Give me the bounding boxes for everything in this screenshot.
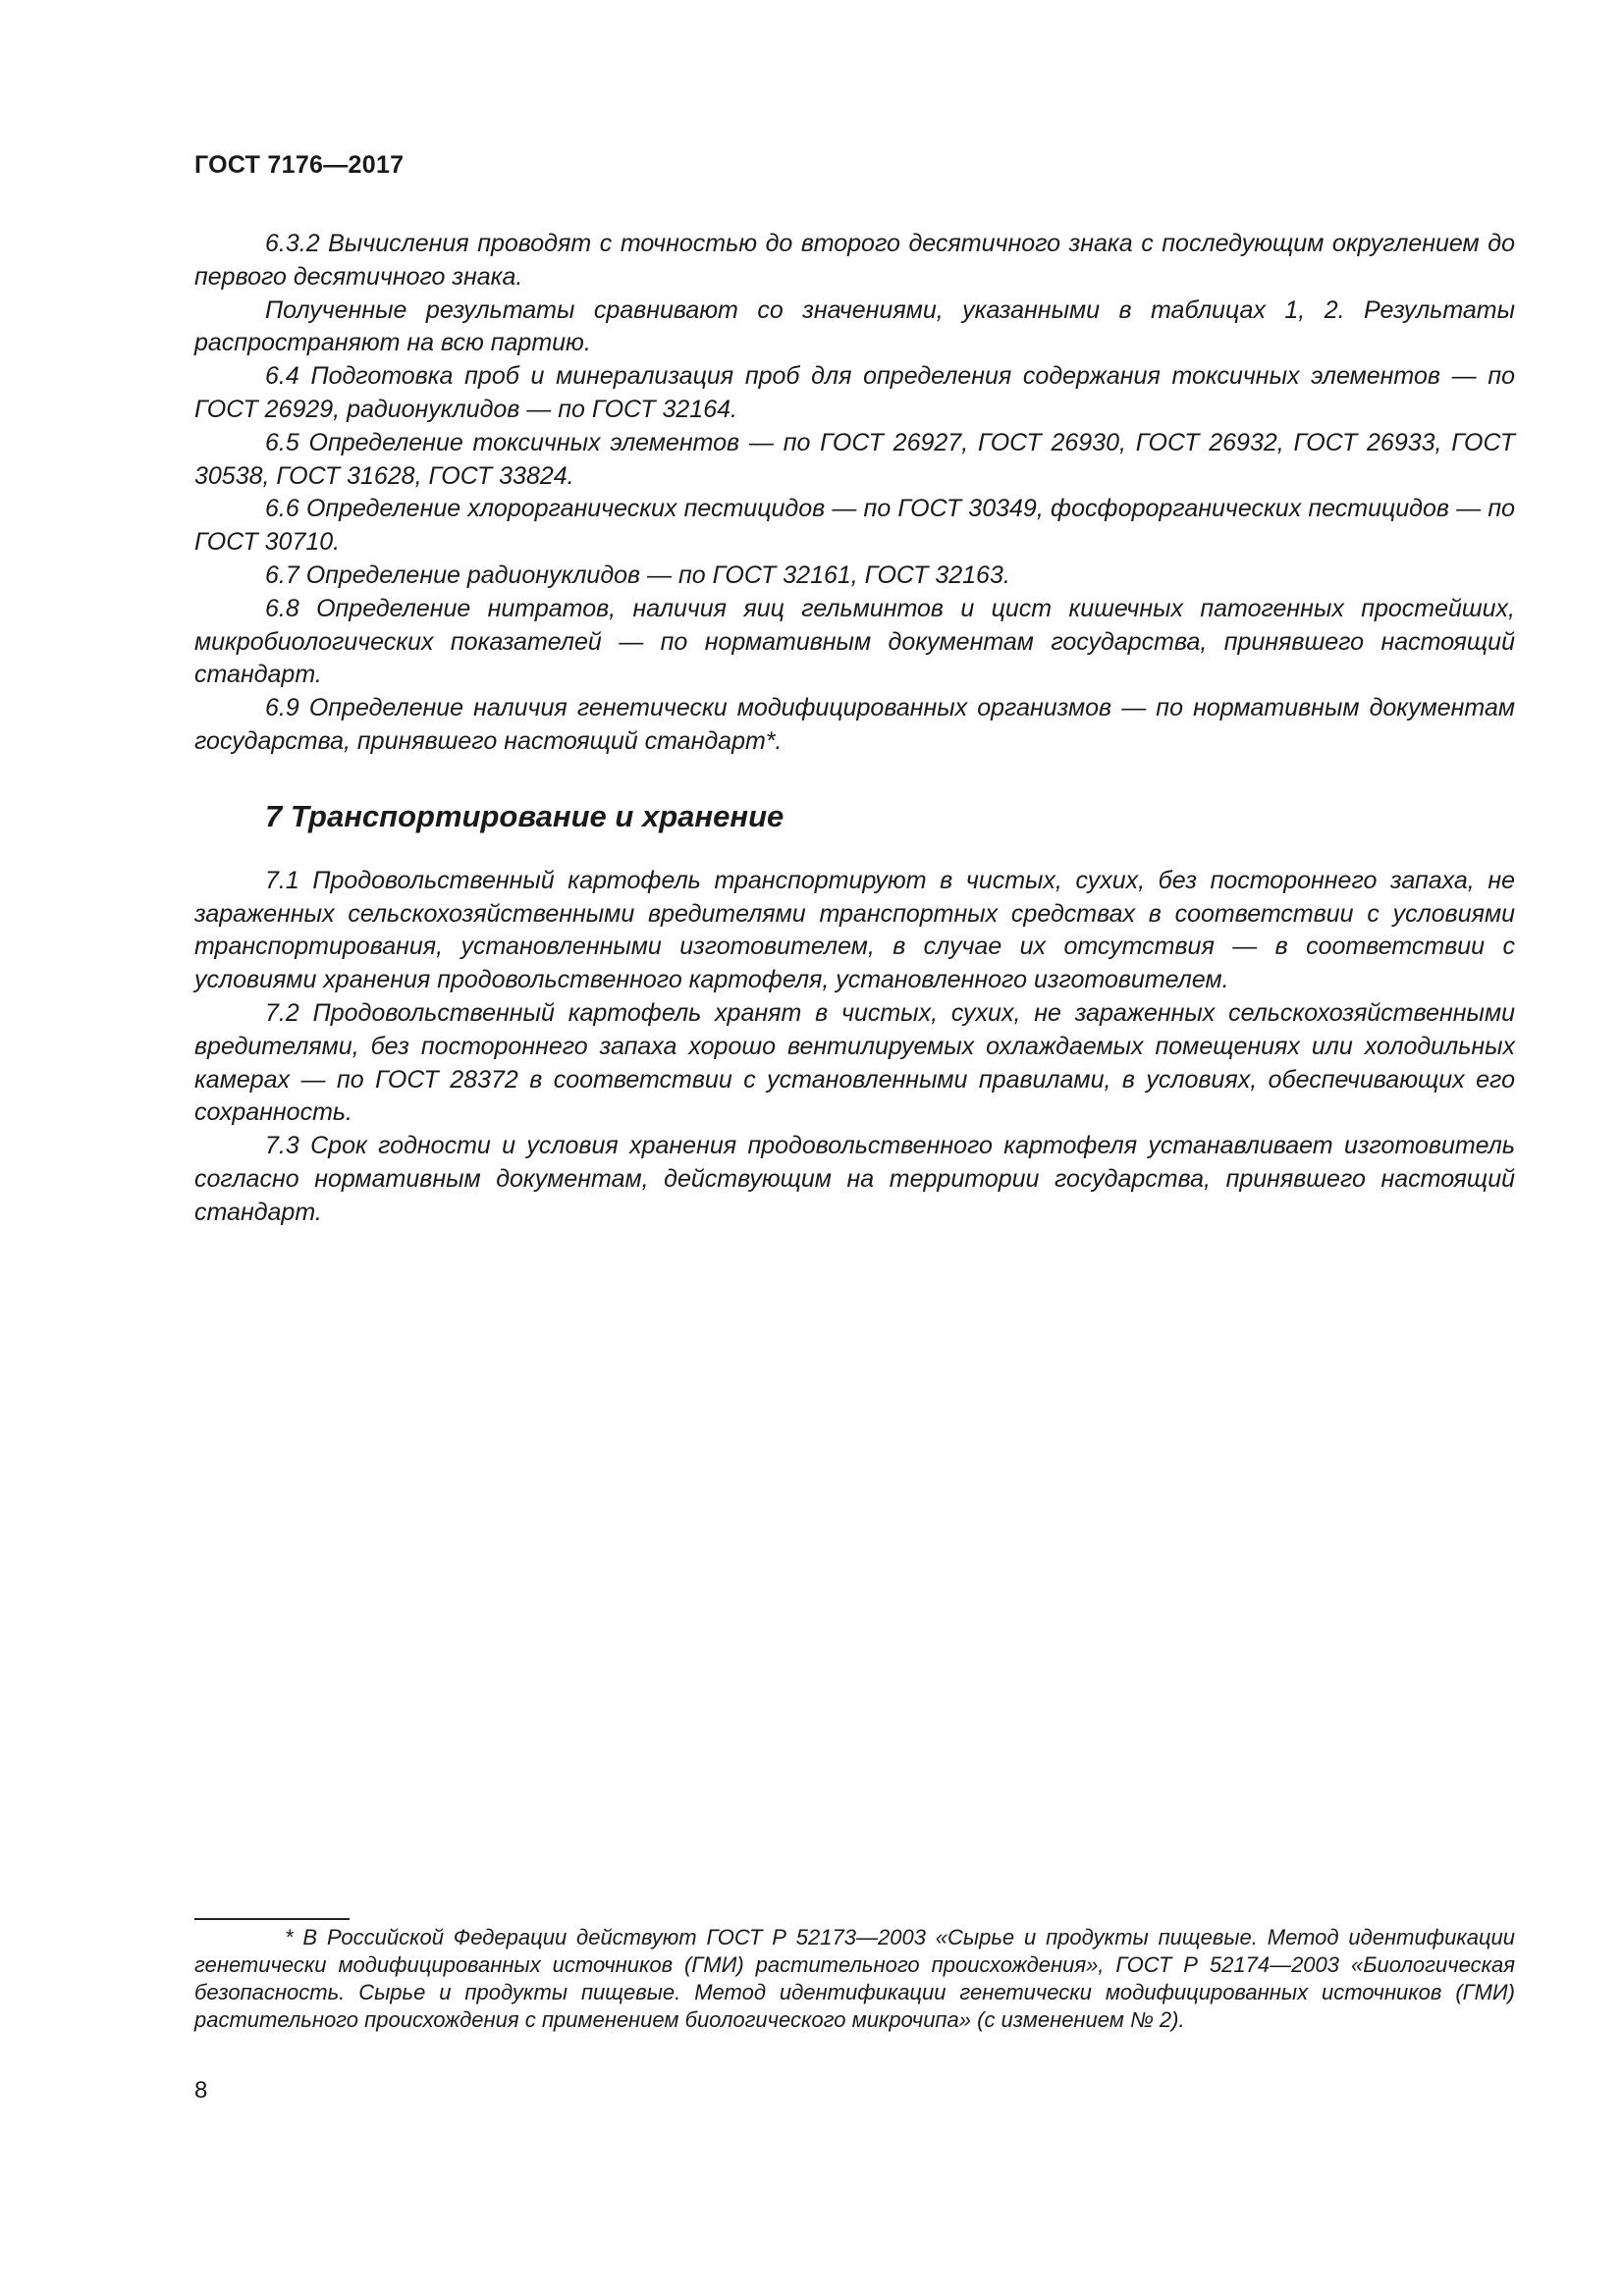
paragraph-7-1: 7.1 Продовольственный картофель транспортируют в чистых, сухих, без постороннего запаха, не зараженных сельскохозяйственными вредителями транспортных средствах в соответствии с условиями транспортирования, установленными изготовителем, в случае их отсутствия — в соответствии с условиями хранения продовольственного картофеля, установленного изготовителем. [194,866,1515,994]
paragraph-results: Полученные результаты сравнивают со значениями, указанными в таблицах 1, 2. Результаты распространяют на всю партию. [194,295,1515,357]
paragraph-6-4: 6.4 Подготовка проб и минерализация проб для определения содержания токсичных элементов — по ГОСТ 26929, радионуклидов — по ГОСТ 32164. [194,362,1515,423]
paragraph-7-2: 7.2 Продовольственный картофель хранят в чистых, сухих, не зараженных сельскохозяйственными вредителями, без постороннего запаха хорошо вентилируемых охлаждаемых помещениях или холодильных камерах — по ГОСТ 28372 в соответствии с установленными правилами, в условиях, обеспечивающих его сохранность. [194,998,1515,1127]
paragraph-6-5: 6.5 Определение токсичных элементов — по ГОСТ 26927, ГОСТ 26930, ГОСТ 26932, ГОСТ 26933, ГОСТ 30538, ГОСТ 31628, ГОСТ 33824. [194,428,1515,490]
footnote-text: * В Российской Федерации действуют ГОСТ Р 52173—2003 «Сырье и продукты пищевые. Метод идентификации генетически модифицированных источников (ГМИ) растительного происхождения», ГОСТ Р 52174—2003 «Биологическая безопасность. Сырье и продукты пищевые. Метод идентификации генетически модифицированных источников (ГМИ) растительного происхождения с применением биологического микрочипа» (с изменением № 2). [194,1925,1515,2032]
section-title-7: 7 Транспортирование и хранение [265,798,784,833]
page-header: ГОСТ 7176—2017 [194,151,405,179]
paragraph-6-7: 6.7 Определение радионуклидов — по ГОСТ 32161, ГОСТ 32163. [265,561,1010,589]
paragraph-6-8: 6.8 Определение нитратов, наличия яиц гельминтов и цист кишечных патогенных простейших, микробиологических показателей — по нормативным документам государства, принявшего настоящий стандарт. [194,594,1515,689]
paragraph-6-9: 6.9 Определение наличия генетически модифицированных организмов — по нормативным документам государства, принявшего настоящий стандарт*. [194,694,1515,755]
document-body [194,228,1515,1230]
paragraph-6-3-2: 6.3.2 Вычисления проводят с точностью до второго десятичного знака с последующим округлением до первого десятичного знака. [194,230,1515,291]
footnote-divider [194,1918,350,1920]
footnote [194,1924,1515,2034]
page-number: 8 [194,2077,208,2104]
paragraph-7-3: 7.3 Срок годности и условия хранения продовольственного картофеля устанавливает изготовитель согласно нормативным документам, действующим на территории государства, принявшего настоящий стандарт. [194,1132,1515,1226]
paragraph-6-6: 6.6 Определение хлорорганических пестицидов — по ГОСТ 30349, фосфорорганических пестицидов — по ГОСТ 30710. [194,495,1515,557]
